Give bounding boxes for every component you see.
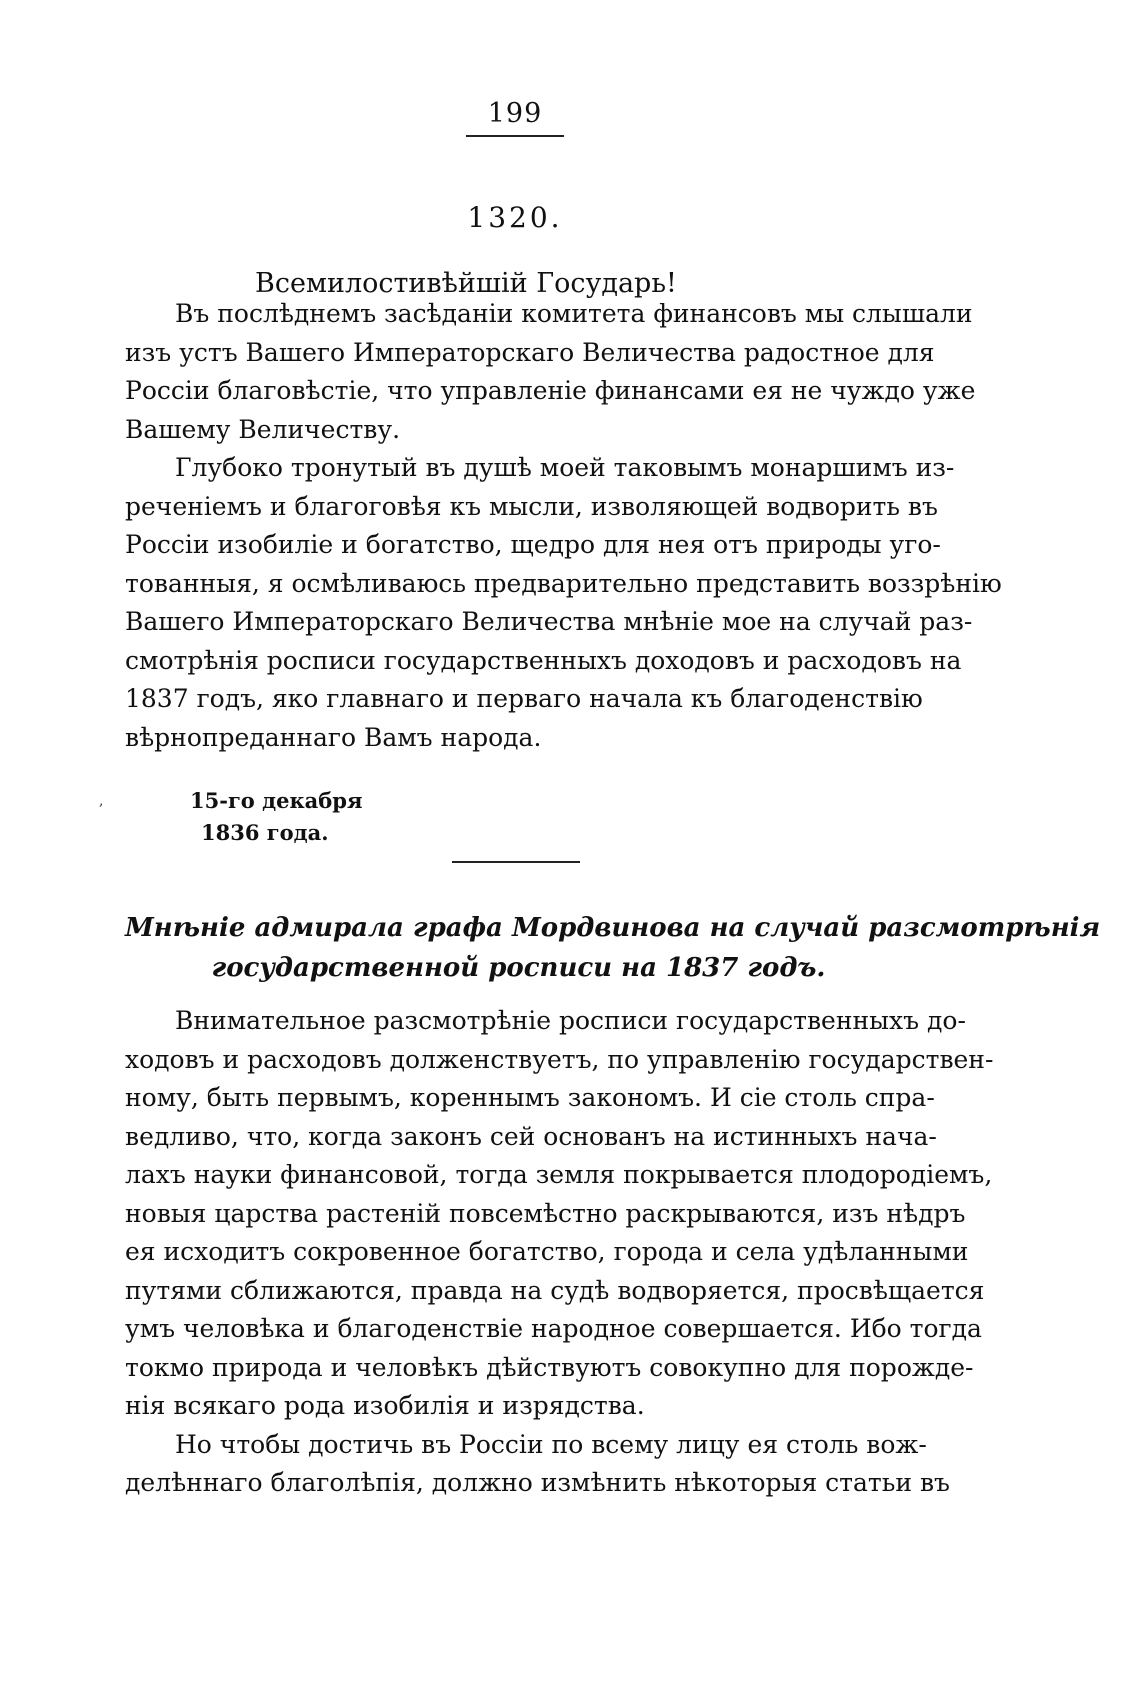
date-line-2: 1836 года. [201,820,329,845]
heading-line-2: государственной росписи на 1837 годъ. [211,953,826,983]
document-number: 1320. [467,201,563,234]
salutation: Всемилостивѣйшій Государь! [255,268,677,299]
text-line: делѣннаго благолѣпія, должно измѣнить нѣкоторыя статьи въ [125,1468,950,1497]
text-line: путями сближаются, правда на судѣ водворяется, просвѣщается [125,1275,985,1305]
text-line: умъ человѣка и благоденствіе народное совершается. Ибо тогда [125,1314,982,1343]
section-divider [452,861,580,863]
letter-paragraph-2 [125,449,1002,757]
letter-body [125,295,1002,757]
heading-line-1: Мнѣніе адмирала графа Мордвинова на случай разсмотрѣнія [125,913,1101,943]
text-line: Россіи благовѣстіе, что управленіе финансами ея не чуждо уже [125,376,976,405]
text-line: 1837 годъ, яко главнаго и перваго начала къ благоденствію [125,684,923,713]
page-number: 199 [487,98,543,129]
text-line: Но чтобы достичь въ Россіи по всему лицу ея столь вож- [175,1429,927,1459]
scan-speck: , [99,793,104,809]
text-line: вѣрнопреданнаго Вамъ народа. [125,722,542,752]
opinion-heading [125,908,1101,988]
text-line: лахъ науки финансовой, тогда земля покрывается плодородіемъ, [125,1160,993,1189]
text-line: ведливо, что, когда законъ сей основанъ на истинныхъ нача- [125,1121,937,1151]
text-line: Въ послѣднемъ засѣданіи комитета финансовъ мы слышали [175,299,973,328]
letter-date [190,785,362,849]
letter-paragraph-1 [125,295,976,449]
text-line: Вашего Императорскаго Величества мнѣніе мое на случай раз- [125,607,973,636]
opinion-body [125,1002,994,1503]
text-line: Глубоко тронутый въ душѣ моей таковымъ монаршимъ из- [175,453,955,482]
opinion-paragraph-2 [125,1426,950,1503]
opinion-paragraph-1 [125,1002,994,1426]
text-line: тованныя, я осмѣливаюсь предварительно представить воззрѣнію [125,568,1002,598]
text-line: Россіи изобиліе и богатство, щедро для нея отъ природы уго- [125,530,941,559]
date-line-1: 15-го декабря [190,788,363,813]
text-line: Внимательное разсмотрѣніе росписи государственныхъ до- [175,1006,966,1035]
text-line: новыя царства растеній повсемѣстно раскрываются, изъ нѣдръ [125,1198,966,1228]
text-line: ходовъ и расходовъ долженствуетъ, по управленію государствен- [125,1044,994,1074]
text-line: реченіемъ и благоговѣя къ мысли, изволяющей водворить въ [125,491,938,521]
text-line: нія всякаго рода изобилія и изрядства. [125,1391,645,1420]
text-line: изъ устъ Вашего Императорскаго Величества радостное для [125,337,935,367]
text-line: смотрѣнія росписи государственныхъ доходовъ и расходовъ на [125,645,962,675]
text-line: ея исходитъ сокровенное богатство, города и села удѣланными [125,1237,969,1266]
text-line: Вашему Величеству. [125,414,401,444]
text-line: ному, быть первымъ, кореннымъ закономъ. И сіе столь спра- [125,1083,935,1112]
text-line: токмо природа и человѣкъ дѣйствуютъ совокупно для порожде- [125,1352,974,1382]
page-number-rule [466,135,564,137]
